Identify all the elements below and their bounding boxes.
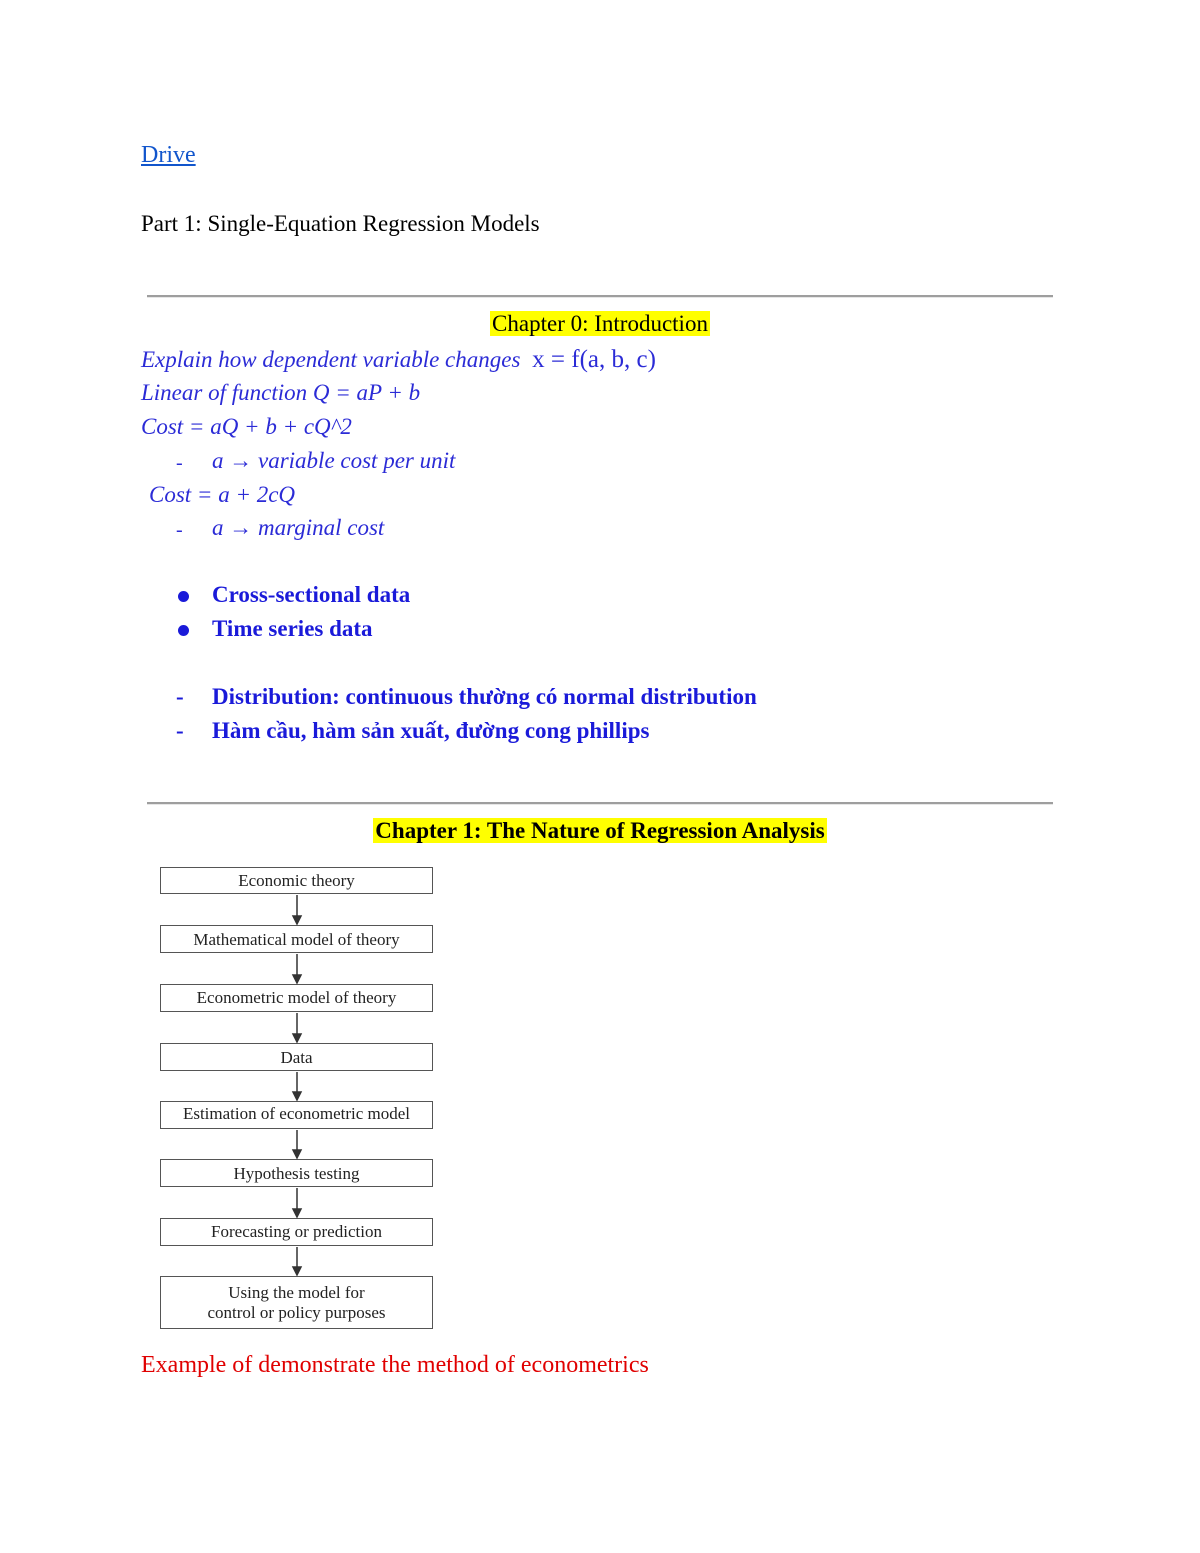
chapter-0-line-5: Cost = a + 2cQ: [149, 482, 296, 507]
formula: x = f(a, b, c): [532, 346, 656, 373]
flow-step-using-model-line-1: Using the model for: [228, 1283, 365, 1302]
flow-step-mathematical-model: Mathematical model of theory: [160, 925, 433, 953]
flow-step-data: Data: [160, 1043, 433, 1071]
dash-marker-4: -: [176, 718, 184, 743]
flow-step-economic-theory: Economic theory: [160, 867, 433, 894]
line-1-text: Explain how dependent variable changes: [141, 347, 521, 372]
flow-step-estimation: Estimation of econometric model: [160, 1101, 433, 1129]
dash-item-1: Distribution: continuous thường có normal distribution: [212, 684, 757, 709]
bullet-item-2: Time series data: [212, 616, 373, 641]
chapter-0-title: Chapter 0: Introduction: [492, 311, 708, 336]
chapter-0-line-3: Cost = aQ + b + cQ^2: [141, 414, 352, 439]
part-title: Part 1: Single-Equation Regression Models: [141, 211, 540, 236]
bullet-item-1: Cross-sectional data: [212, 582, 411, 607]
dash-marker-3: -: [176, 684, 184, 709]
flow-step-hypothesis-testing: Hypothesis testing: [160, 1159, 433, 1187]
dash-marker-1: -: [176, 452, 183, 474]
flow-step-forecasting: Forecasting or prediction: [160, 1218, 433, 1246]
chapter-0-line-4: a → variable cost per unit: [212, 448, 456, 473]
drive-link[interactable]: Drive: [141, 142, 196, 168]
chapter-0-line-6: a → marginal cost: [212, 515, 385, 540]
flow-step-using-model-line-2: control or policy purposes: [207, 1303, 386, 1322]
example-heading: Example of demonstrate the method of econometrics: [141, 1352, 649, 1378]
dash-marker-2: -: [176, 519, 183, 541]
dash-item-2: Hàm cầu, hàm sản xuất, đường cong phillips: [212, 718, 650, 743]
chapter-1-title: Chapter 1: The Nature of Regression Analysis: [375, 818, 825, 843]
chapter-0-line-2: Linear of function Q = aP + b: [141, 380, 421, 405]
flow-step-econometric-model: Econometric model of theory: [160, 984, 433, 1012]
